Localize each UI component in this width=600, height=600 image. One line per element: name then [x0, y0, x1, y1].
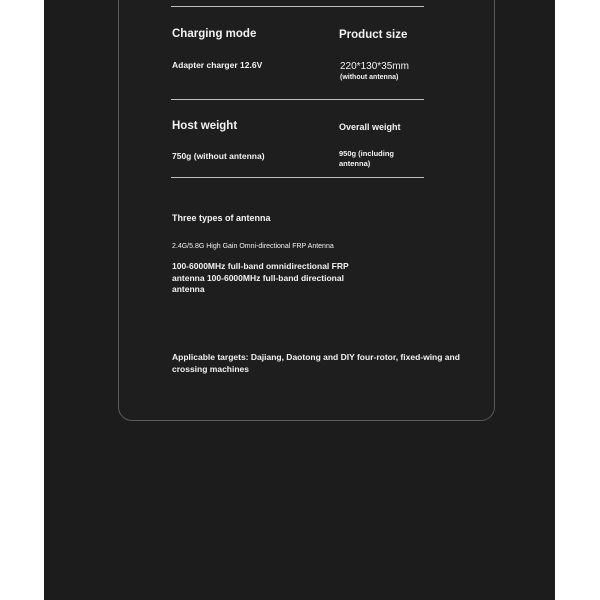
antenna-line-1: 2.4G/5.8G High Gain Omni-directional FRP Antenna: [172, 243, 334, 250]
product-size-value: 220*130*35mm: [340, 61, 409, 72]
product-size-note: (without antenna): [340, 74, 399, 81]
divider-row2: [171, 177, 424, 178]
antenna-title: Three types of antenna: [172, 213, 271, 223]
product-size-label: Product size: [339, 29, 408, 41]
host-weight-value: 750g (without antenna): [172, 151, 265, 161]
divider-top: [171, 6, 424, 7]
charging-mode-label: Charging mode: [172, 28, 257, 40]
antenna-line-2: 100-6000MHz full-band omnidirectional FRP antenna 100-6000MHz full-band directional antenna: [172, 261, 349, 294]
overall-weight-value: 950g (including antenna): [339, 149, 395, 168]
divider-row1: [171, 99, 424, 100]
charging-mode-value: Adapter charger 12.6V: [172, 60, 263, 70]
overall-weight-label: Overall weight: [339, 122, 401, 132]
applicable-targets: Applicable targets: Dajiang, Daotong and DIY four-rotor, fixed-wing and crossing machines: [172, 352, 460, 374]
host-weight-label: Host weight: [172, 120, 238, 132]
